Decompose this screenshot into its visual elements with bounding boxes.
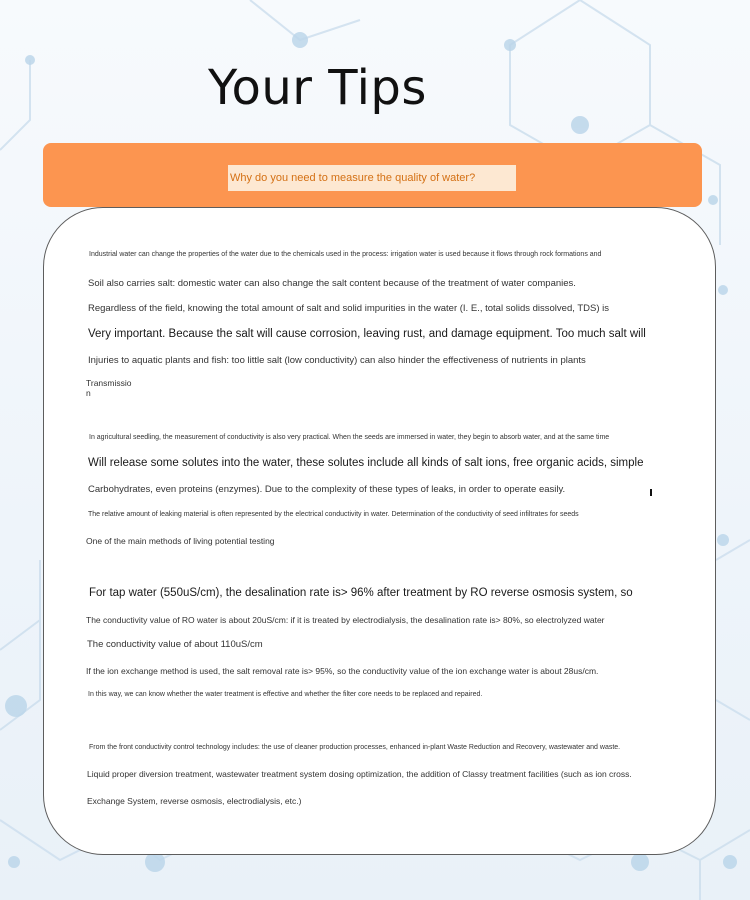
tip-line: Industrial water can change the properties of the water due to the chemicals used in the process: irrigation water is used because it flows through rock formations and — [89, 251, 602, 258]
tip-line: In this way, we can know whether the water treatment is effective and whether the filter core needs to be replaced and repaired. — [88, 691, 483, 698]
tip-line: Liquid proper diversion treatment, wastewater treatment system dosing optimization, the addition of Classy treatment facilities (such as ion cross. — [87, 769, 632, 779]
tip-line: Injuries to aquatic plants and fish: too little salt (low conductivity) can also hinder the effectiveness of nutrients in plants — [88, 355, 586, 366]
tip-line: Very important. Because the salt will cause corrosion, leaving rust, and damage equipment. Too much salt will — [88, 328, 646, 340]
tip-line: The conductivity value of RO water is about 20uS/cm: if it is treated by electrodialysis, the desalination rate is> 80%, so electrolyzed water — [86, 615, 605, 625]
stray-mark — [650, 489, 652, 496]
tip-line: The conductivity value of about 110uS/cm — [87, 639, 263, 650]
tip-line: Will release some solutes into the water, these solutes include all kinds of salt ions, free organic acids, simple — [88, 457, 644, 469]
tip-line: From the front conductivity control technology includes: the use of cleaner production processes, enhanced in-plant Waste Reduction and Recovery, wastewater and waste. — [89, 744, 621, 751]
tip-line: In agricultural seedling, the measurement of conductivity is also very practical. When the seeds are immersed in water, they begin to absorb water, and at the same time — [89, 434, 610, 441]
tip-line: Exchange System, reverse osmosis, electrodialysis, etc.) — [87, 796, 302, 806]
tip-line: Soil also carries salt: domestic water can also change the salt content because of the treatment of water companies. — [88, 278, 576, 289]
tip-line: For tap water (550uS/cm), the desalination rate is> 96% after treatment by RO reverse osmosis system, so — [89, 587, 633, 599]
page-title: Your Tips — [208, 60, 427, 116]
tip-line-wrapped: Transmission — [86, 378, 132, 398]
tip-line: One of the main methods of living potential testing — [86, 536, 275, 546]
tip-line: The relative amount of leaking material is often represented by the electrical conductivity in water. Determination of the conductivity of seed infiltrates for seeds — [88, 511, 579, 518]
tip-line: Carbohydrates, even proteins (enzymes). Due to the complexity of these types of leaks, in order to operate easily. — [88, 484, 566, 495]
tip-line: Regardless of the field, knowing the total amount of salt and solid impurities in the water (I. E., total solids dissolved, TDS) is — [88, 303, 609, 314]
tip-line: If the ion exchange method is used, the salt removal rate is> 95%, so the conductivity value of the ion exchange water is about 28us/cm. — [86, 666, 599, 676]
question-text: Why do you need to measure the quality of water? — [228, 165, 516, 191]
